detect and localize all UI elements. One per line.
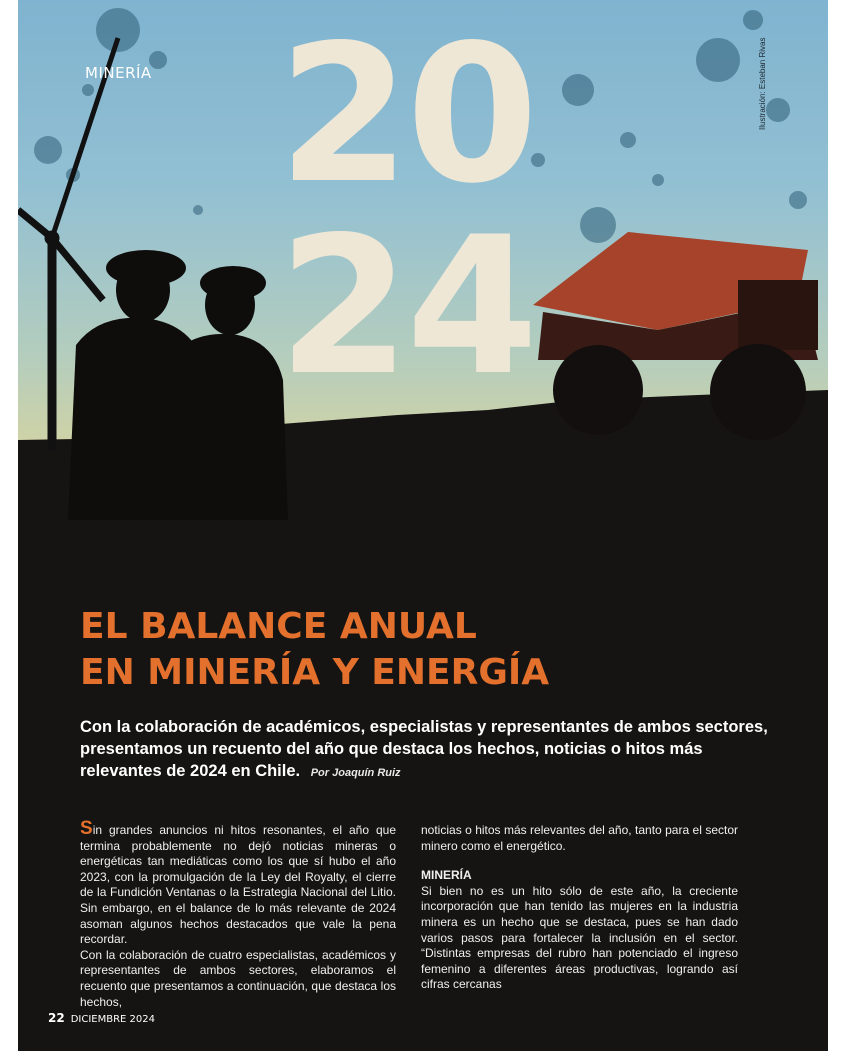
paragraph-3: noticias o hitos más relevantes del año, tanto para el sector minero como el energético.: [421, 823, 738, 853]
magazine-page: [18, 0, 828, 1051]
byline: Por Joaquín Ruiz: [310, 767, 401, 779]
page-number: 22: [48, 1011, 65, 1025]
worker-silhouettes: [68, 250, 288, 520]
year-numerals-bottom: 24: [278, 196, 535, 417]
paragraph-1-text: in grandes anuncios ni hitos resonantes, el año que termina probablemente no dejó noticias mineras o energéticas tan mediáticas como los que sí hubo el año 2023, con la promulgación de la Ley del Royalty, el cierre de la Fundición Ventanas o la Estrategia Nacional del Litio. Sin embargo, en el balance de lo más relevante de 2024 asoman algunos hechos destacados que vale la pena recordar.: [80, 823, 396, 947]
subheading-mineria: MINERÍA: [421, 868, 472, 883]
body-column-left: [80, 818, 396, 1010]
section-tag: MINERÍA: [85, 64, 152, 82]
article-lead: [80, 716, 780, 784]
article-headline: [80, 604, 549, 696]
paragraph-2: Con la colaboración de cuatro especialistas, académicos y representantes de ambos sectores, elaboramos el recuento que presentamos a continuación, que destaca los hechos,: [80, 947, 396, 1009]
paragraph-1: [80, 818, 396, 948]
headline-line-1: EL BALANCE ANUAL: [80, 606, 477, 647]
year-numerals-top: 20: [278, 4, 535, 225]
lead-text: Con la colaboración de académicos, especialistas y representantes de ambos sectores, presentamos un recuento del año que destaca los hechos, noticias o hitos más relevantes de 2024 en Chile.: [80, 718, 768, 780]
body-column-right: [421, 823, 738, 993]
photo-credit: Ilustración: Esteban Rivas: [758, 37, 767, 130]
page-footer: [48, 1011, 155, 1025]
paragraph-4: Si bien no es un hito sólo de este año, la creciente incorporación que han tenido las mujeres en la industria minera es un hecho que se destaca, pues se han dado varios pasos para fortalecer la inclusión en el sector. “Distintas empresas del rubro han potenciado el ingreso femenino a diferentes áreas productivas, logrando así cifras cercanas: [421, 883, 738, 992]
drop-cap: S: [80, 818, 93, 839]
headline-line-2: EN MINERÍA Y ENERGÍA: [80, 652, 550, 693]
issue-date: DICIEMBRE 2024: [70, 1014, 155, 1025]
